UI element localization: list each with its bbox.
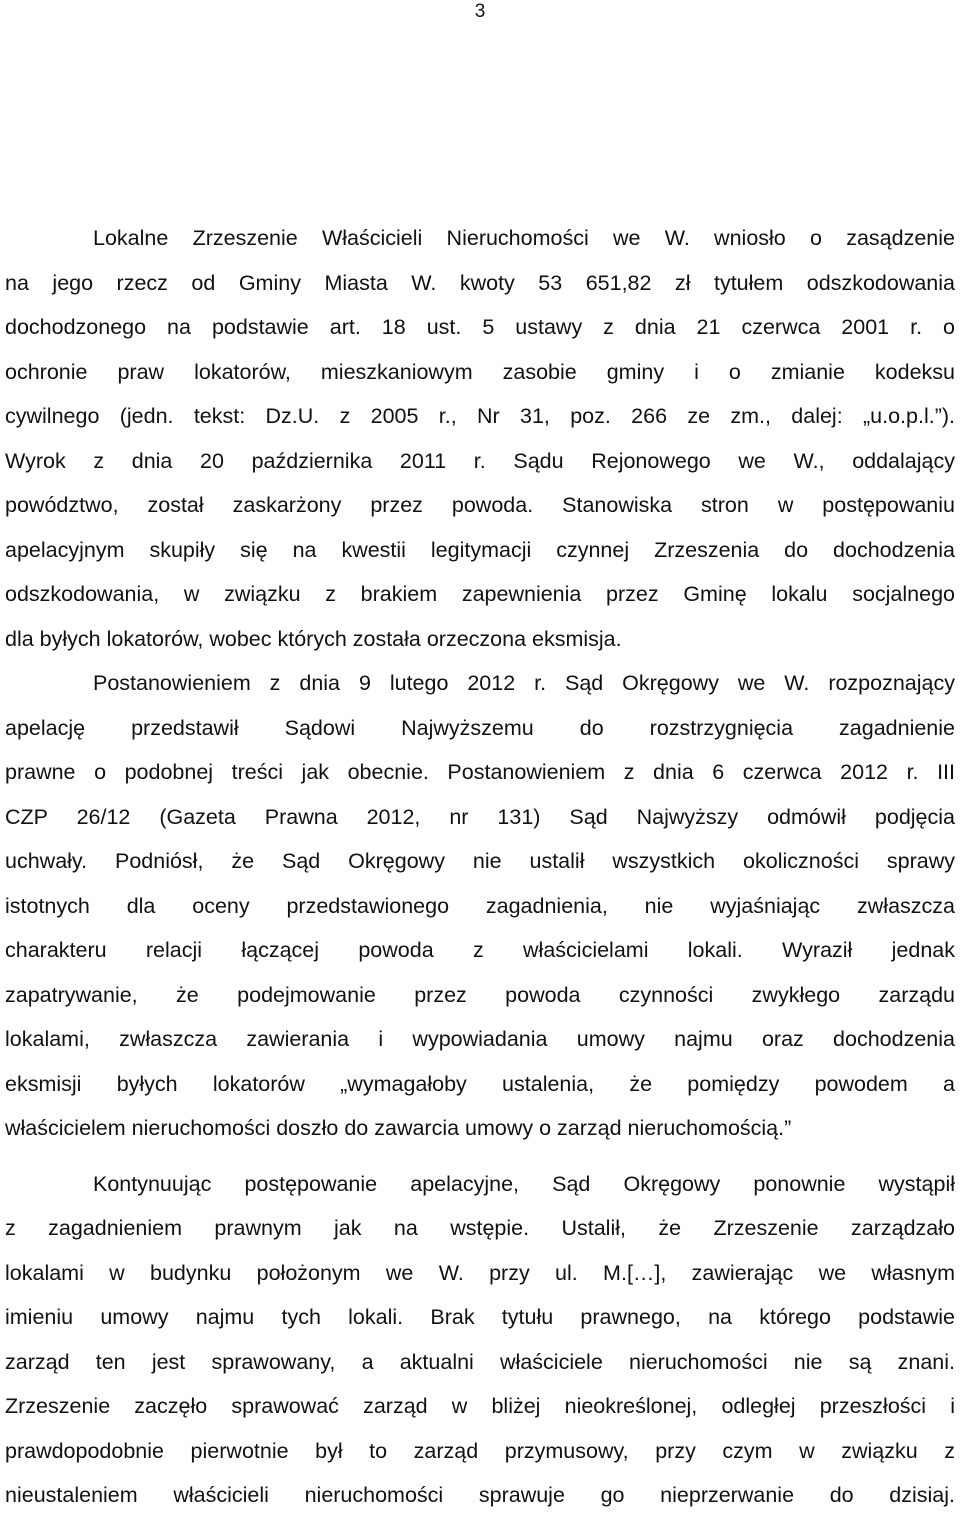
text-line: prawne o podobnej treści jak obecnie. Postanowieniem z dnia 6 czerwca 2012 r. III xyxy=(5,760,955,784)
text-line: dla byłych lokatorów, wobec których została orzeczona eksmisja. xyxy=(5,626,622,651)
text-line: prawdopodobnie pierwotnie był to zarząd przymusowy, przy czym w związku z xyxy=(5,1438,955,1463)
text-line: Zrzeszenie zaczęło sprawować zarząd w bliżej nieokreślonej, odległej przeszłości i xyxy=(5,1394,955,1418)
paragraph-1 xyxy=(5,216,955,661)
text-line: odszkodowania, w związku z brakiem zapewnienia przez Gminę lokalu socjalnego xyxy=(5,582,955,606)
text-line: z zagadnieniem prawnym jak na wstępie. Ustalił, że Zrzeszenie zarządzało xyxy=(5,1216,955,1240)
text-line: imieniu umowy najmu tych lokali. Brak tytułu prawnego, na którego podstawie xyxy=(5,1305,955,1329)
text-line: zapatrywanie, że podejmowanie przez powoda czynności zwykłego zarządu xyxy=(5,982,955,1007)
text-line: charakteru relacji łączącej powoda z właścicielami lokali. Wyraził jednak xyxy=(5,938,955,962)
page-number: 3 xyxy=(474,1,486,22)
text-line: lokalami, zwłaszcza zawierania i wypowiadania umowy najmu oraz dochodzenia xyxy=(5,1027,955,1051)
text-line: dochodzonego na podstawie art. 18 ust. 5 ustawy z dnia 21 czerwca 2001 r. o xyxy=(5,315,955,339)
text-line: Kontynuując postępowanie apelacyjne, Sąd Okręgowy ponownie wystąpił xyxy=(93,1171,955,1196)
text-line: ochronie praw lokatorów, mieszkaniowym zasobie gminy i o zmianie kodeksu xyxy=(5,359,955,384)
text-line: Postanowieniem z dnia 9 lutego 2012 r. Sąd Okręgowy we W. rozpoznający xyxy=(93,671,955,695)
text-line: na jego rzecz od Gminy Miasta W. kwoty 53 651,82 zł tytułem odszkodowania xyxy=(5,270,955,295)
text-line: uchwały. Podniósł, że Sąd Okręgowy nie ustalił wszystkich okoliczności sprawy xyxy=(5,849,955,873)
paragraph-3 xyxy=(5,1162,955,1518)
document-body xyxy=(5,216,955,1518)
text-line: Wyrok z dnia 20 października 2011 r. Sądu Rejonowego we W., oddalający xyxy=(5,448,955,473)
paragraph-spacer xyxy=(5,1151,955,1162)
text-line: Lokalne Zrzeszenie Właścicieli Nieruchomości we W. wniosło o zasądzenie xyxy=(93,226,955,250)
text-line: apelację przedstawił Sądowi Najwyższemu do rozstrzygnięcia zagadnienie xyxy=(5,715,955,740)
text-line: właścicielem nieruchomości doszło do zawarcia umowy o zarząd nieruchomością.” xyxy=(5,1116,792,1140)
text-line: nieustaleniem właścicieli nieruchomości sprawuje go nieprzerwanie do dzisiaj. xyxy=(5,1483,955,1507)
text-line: CZP 26/12 (Gazeta Prawna 2012, nr 131) Sąd Najwyższy odmówił podjęcia xyxy=(5,804,955,829)
text-line: apelacyjnym skupiły się na kwestii legitymacji czynnej Zrzeszenia do dochodzenia xyxy=(5,537,955,562)
paragraph-2 xyxy=(5,661,955,1151)
text-line: zarząd ten jest sprawowany, a aktualni właściciele nieruchomości nie są znani. xyxy=(5,1349,955,1374)
text-line: istotnych dla oceny przedstawionego zagadnienia, nie wyjaśniając zwłaszcza xyxy=(5,893,955,918)
text-line: powództwo, został zaskarżony przez powoda. Stanowiska stron w postępowaniu xyxy=(5,493,955,517)
text-line: cywilnego (jedn. tekst: Dz.U. z 2005 r., Nr 31, poz. 266 ze zm., dalej: „u.o.p.l.”). xyxy=(5,404,955,428)
text-line: eksmisji byłych lokatorów „wymagałoby ustalenia, że pomiędzy powodem a xyxy=(5,1071,955,1096)
text-line: lokalami w budynku położonym we W. przy ul. M.[…], zawierając we własnym xyxy=(5,1260,955,1285)
